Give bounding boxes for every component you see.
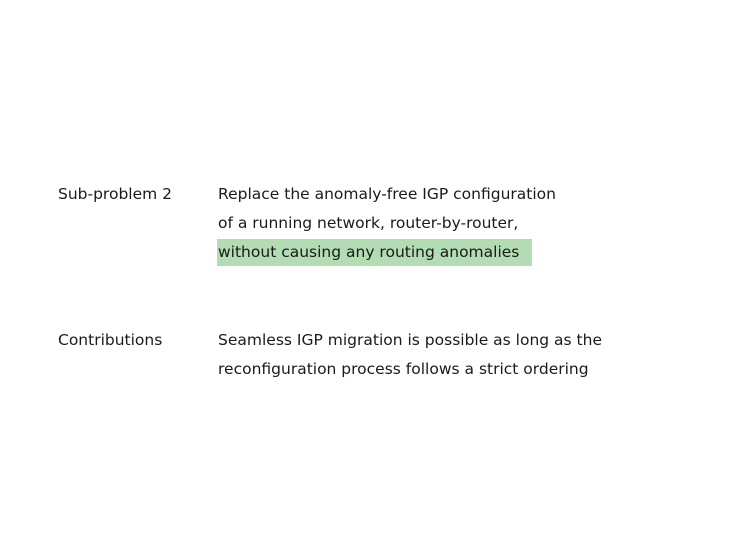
contributions-line-1: Seamless IGP migration is possible as long as the bbox=[218, 330, 602, 349]
contributions-line-2: reconfiguration process follows a strict ordering bbox=[218, 359, 589, 378]
subproblem-label: Sub-problem 2 bbox=[58, 185, 173, 203]
contributions-text bbox=[218, 326, 602, 384]
subproblem-text bbox=[218, 180, 556, 267]
subproblem-line-3-wrap bbox=[218, 238, 556, 267]
subproblem-line-1: Replace the anomaly-free IGP configuration bbox=[218, 184, 556, 203]
contributions-label: Contributions bbox=[58, 331, 163, 349]
subproblem-highlighted-line: without causing any routing anomalies bbox=[217, 239, 532, 266]
subproblem-line-2: of a running network, router-by-router, bbox=[218, 213, 519, 232]
